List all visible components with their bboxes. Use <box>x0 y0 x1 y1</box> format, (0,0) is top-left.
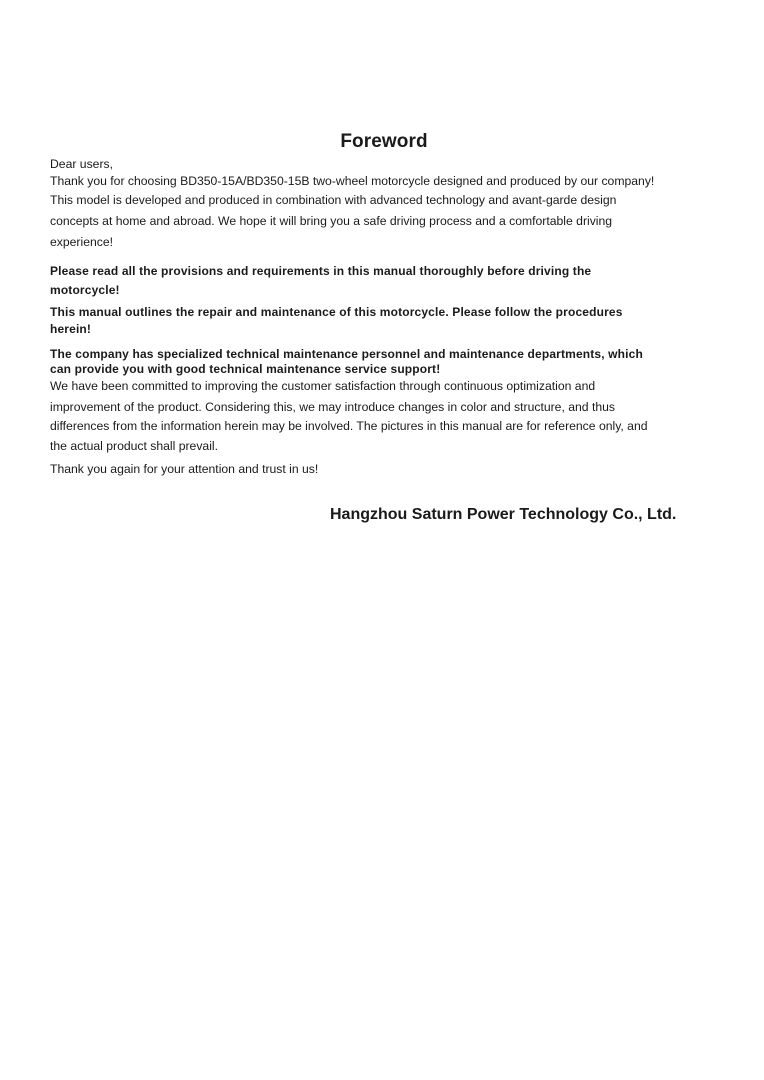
notice-read-line-2: motorcycle! <box>50 283 120 297</box>
notice-maintenance-line-1: This manual outlines the repair and maintenance of this motorcycle. Please follow the procedures <box>50 305 623 319</box>
page-title: Foreword <box>340 131 428 152</box>
commitment-line-2: improvement of the product. Considering this, we may introduce changes in color and structure, and thus <box>50 400 615 414</box>
notice-support-line-1: The company has specialized technical maintenance personnel and maintenance departments, which <box>50 347 643 361</box>
company-signature: Hangzhou Saturn Power Technology Co., Ltd. <box>330 506 677 523</box>
closing-line: Thank you again for your attention and trust in us! <box>50 462 319 476</box>
intro-line-2: This model is developed and produced in combination with advanced technology and avant-garde design <box>50 193 617 207</box>
commitment-line-1: We have been committed to improving the customer satisfaction through continuous optimization and <box>50 379 596 393</box>
commitment-line-3: differences from the information herein may be involved. The pictures in this manual are for reference only, and <box>50 419 648 433</box>
notice-maintenance-line-2: herein! <box>50 322 92 336</box>
intro-line-1: Thank you for choosing BD350-15A/BD350-15B two-wheel motorcycle designed and produced by our company! <box>50 174 655 188</box>
commitment-line-4: the actual product shall prevail. <box>50 439 219 453</box>
intro-line-3: concepts at home and abroad. We hope it will bring you a safe driving process and a comfortable driving <box>50 214 613 228</box>
greeting: Dear users, <box>50 157 113 171</box>
notice-support-line-2: can provide you with good technical maintenance service support! <box>50 362 441 376</box>
intro-line-4: experience! <box>50 235 114 249</box>
notice-read-line-1: Please read all the provisions and requirements in this manual thoroughly before driving the <box>50 264 592 278</box>
